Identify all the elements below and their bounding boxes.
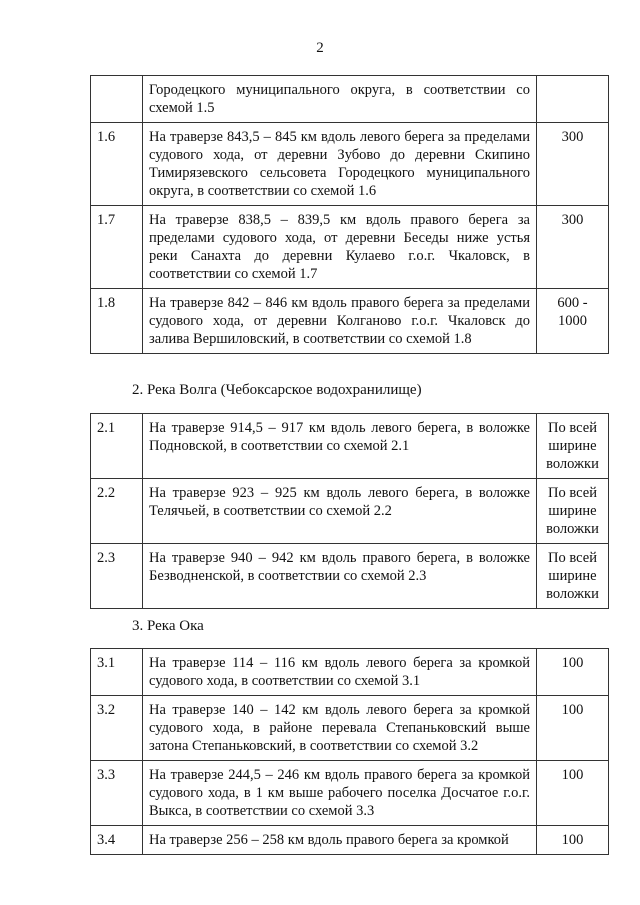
row-description: На траверзе 244,5 – 246 км вдоль правого берега за кромкой судового хода, в 1 км выше рабочего поселка Досчатое г.о.г. Выкса, в соответствии со схемой 3.3 bbox=[143, 761, 537, 826]
table-river-volga-cheboksary bbox=[90, 413, 609, 609]
row-width: По всей ширине воложки bbox=[537, 479, 609, 544]
row-description: На траверзе 842 – 846 км вдоль правого берега за пределами судового хода, от деревни Колганово г.о.г. Чкаловск до залива Вершиловский, в соответствии со схемой 1.8 bbox=[143, 289, 537, 354]
table-row bbox=[91, 123, 609, 206]
section-heading-volga-cheboksary: 2. Река Волга (Чебоксарское водохранилище) bbox=[132, 382, 422, 398]
table-row bbox=[91, 76, 609, 123]
row-number: 3.3 bbox=[91, 761, 143, 826]
row-number: 1.7 bbox=[91, 206, 143, 289]
table-row bbox=[91, 414, 609, 479]
table-river-oka bbox=[90, 648, 609, 855]
row-width: 300 bbox=[537, 123, 609, 206]
table-row bbox=[91, 206, 609, 289]
row-number: 3.4 bbox=[91, 826, 143, 855]
row-number: 2.3 bbox=[91, 544, 143, 609]
row-number: 2.1 bbox=[91, 414, 143, 479]
page-number: 2 bbox=[316, 40, 324, 56]
row-description: На траверзе 843,5 – 845 км вдоль левого берега за пределами судового хода, от деревни Зубово до деревни Скипино Тимирязевского сельсовета Городецкого муниципального округа, в соответствии со схемой 1.6 bbox=[143, 123, 537, 206]
row-number: 1.8 bbox=[91, 289, 143, 354]
table-river-volga-gorky bbox=[90, 75, 609, 354]
table-row bbox=[91, 479, 609, 544]
row-number: 3.2 bbox=[91, 696, 143, 761]
row-description: На траверзе 140 – 142 км вдоль левого берега за кромкой судового хода, в районе перевала Степаньковский выше затона Степаньковский, в соответствии со схемой 3.2 bbox=[143, 696, 537, 761]
row-description: На траверзе 923 – 925 км вдоль левого берега, в воложке Телячьей, в соответствии со схемой 2.2 bbox=[143, 479, 537, 544]
row-width: По всей ширине воложки bbox=[537, 544, 609, 609]
row-number bbox=[91, 76, 143, 123]
row-description: На траверзе 256 – 258 км вдоль правого берега за кромкой bbox=[143, 826, 537, 855]
row-width: 100 bbox=[537, 696, 609, 761]
table-row bbox=[91, 761, 609, 826]
row-description: На траверзе 940 – 942 км вдоль правого берега, в воложке Безводненской, в соответствии со схемой 2.3 bbox=[143, 544, 537, 609]
row-description: На траверзе 914,5 – 917 км вдоль левого берега, в воложке Подновской, в соответствии со схемой 2.1 bbox=[143, 414, 537, 479]
row-description: Городецкого муниципального округа, в соответствии со схемой 1.5 bbox=[143, 76, 537, 123]
row-number: 2.2 bbox=[91, 479, 143, 544]
row-description: На траверзе 838,5 – 839,5 км вдоль правого берега за пределами судового хода, от деревни Беседы ниже устья реки Санахта до деревни Кулаево г.о.г. Чкаловск, в соответствии со схемой 1.7 bbox=[143, 206, 537, 289]
row-description: На траверзе 114 – 116 км вдоль левого берега за кромкой судового хода, в соответствии со схемой 3.1 bbox=[143, 649, 537, 696]
table-row bbox=[91, 289, 609, 354]
row-width: 300 bbox=[537, 206, 609, 289]
row-number: 1.6 bbox=[91, 123, 143, 206]
row-width: По всей ширине воложки bbox=[537, 414, 609, 479]
row-width bbox=[537, 76, 609, 123]
table-row bbox=[91, 544, 609, 609]
row-width: 100 bbox=[537, 649, 609, 696]
row-width: 600 - 1000 bbox=[537, 289, 609, 354]
row-width: 100 bbox=[537, 826, 609, 855]
section-heading-oka: 3. Река Ока bbox=[132, 618, 204, 634]
table-row bbox=[91, 696, 609, 761]
row-number: 3.1 bbox=[91, 649, 143, 696]
row-width: 100 bbox=[537, 761, 609, 826]
table-row bbox=[91, 649, 609, 696]
table-row bbox=[91, 826, 609, 855]
